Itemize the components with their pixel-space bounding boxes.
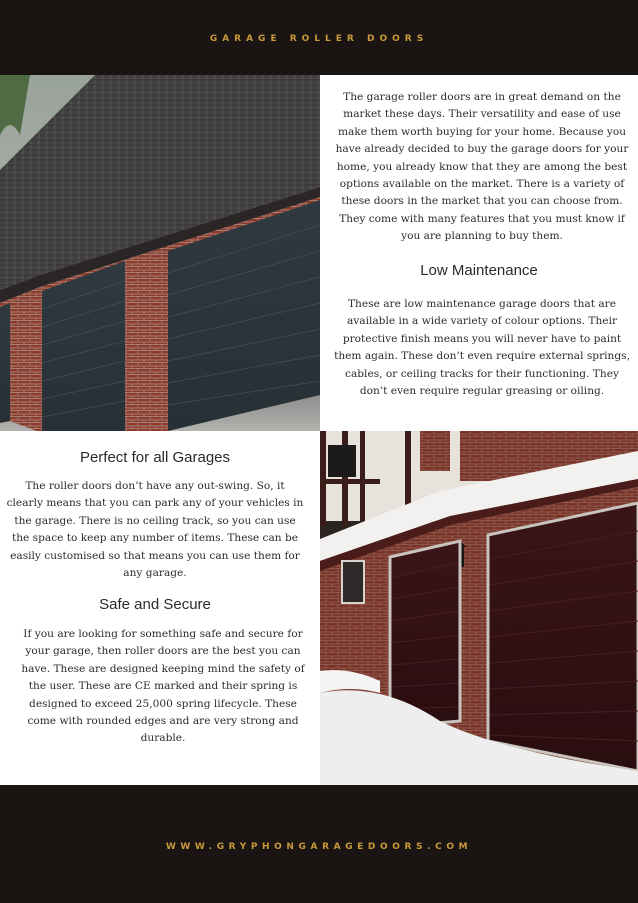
grey-garage-doors-photo xyxy=(0,75,320,431)
low-maintenance-heading: Low Maintenance xyxy=(420,262,538,279)
perfect-garages-heading: Perfect for all Garages xyxy=(79,449,231,466)
safe-secure-paragraph: If you are looking for something safe and secure for your garage, then roller doors are the best you can have. These are designed keeping mind the safety of the user. These are CE marked and their spring is designed to exceed 25,000 spring lifecycle. These come with rounded edges and are very strong and durable. xyxy=(21,628,305,745)
perfect-garages-paragraph: The roller doors don’t have any out-swing. So, it clearly means that you can park any of your vehicles in the garage. There is no ceiling track, so you can use the space to keep any number of items. These can be easily customised so that means you can use them for any garage. xyxy=(6,480,304,580)
low-maintenance-paragraph: These are low maintenance garage doors that are available in a wide variety of colour options. Their protective finish means you will never have to paint them again. These don’t even require external springs, cables, or ceiling tracks for their functioning. They don’t even require regular greasing or oiling. xyxy=(334,298,630,398)
page-title: GARAGE ROLLER DOORS xyxy=(209,34,429,44)
header-bar xyxy=(0,0,638,75)
website-url: WWW.GRYPHONGARAGEDOORS.COM xyxy=(165,842,473,852)
safe-secure-heading: Safe and Secure xyxy=(99,596,211,613)
red-garage-doors-photo xyxy=(320,431,638,785)
footer-bar xyxy=(0,785,638,903)
intro-paragraph: The garage roller doors are in great demand on the market these days. Their versatility and ease of use make them worth buying for your home. Because you have already decided to buy the garage doors for your home, you already know that they are among the best options available on the market. There is a variety of these doors in the market that you can choose from. They come with many features that you must know if you are planning to buy them. xyxy=(335,91,629,243)
